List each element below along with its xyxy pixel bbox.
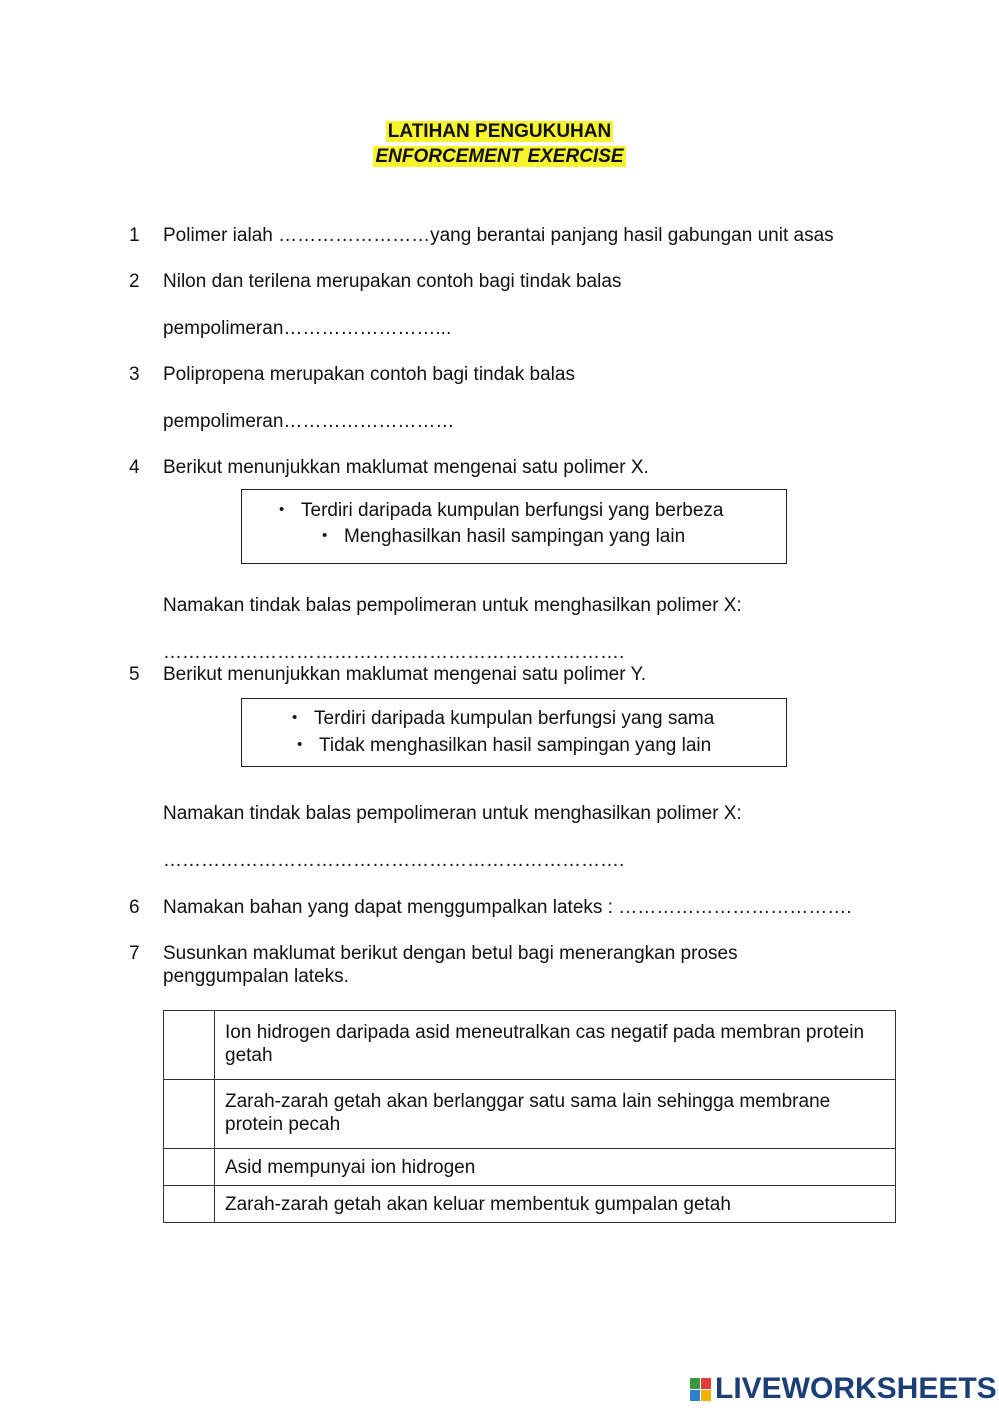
page-title: LATIHAN PENGUKUHAN <box>387 121 612 142</box>
question-2-text: Nilon dan terilena merupakan contoh bagi tindak balas <box>163 271 622 292</box>
question-4-answer-blank[interactable]: ………………………………………………………………. <box>163 642 625 663</box>
question-3-text: Polipropena merupakan contoh bagi tindak balas <box>163 364 575 385</box>
page-subtitle: ENFORCEMENT EXERCISE <box>375 146 624 167</box>
sequence-table <box>163 1010 896 1223</box>
table-row <box>164 1011 896 1080</box>
question-1-text: Polimer ialah ……………………yang berantai panjang hasil gabungan unit asas <box>163 225 834 246</box>
liveworksheets-logo <box>690 1372 997 1406</box>
order-input-cell[interactable] <box>164 1080 215 1149</box>
question-5-prompt: Namakan tindak balas pempolimeran untuk menghasilkan polimer X: <box>163 803 742 824</box>
question-6-number: 6 <box>129 897 140 918</box>
question-3-number: 3 <box>129 364 140 385</box>
table-row <box>164 1186 896 1223</box>
polymer-y-bullet-1: • Terdiri daripada kumpulan berfungsi yang sama <box>292 708 714 730</box>
question-7-number: 7 <box>129 943 140 964</box>
step-text: Asid mempunyai ion hidrogen <box>215 1149 896 1186</box>
polymer-x-bullet-1: • Terdiri daripada kumpulan berfungsi yang berbeza <box>279 500 723 522</box>
question-5-text: Berikut menunjukkan maklumat mengenai satu polimer Y. <box>163 664 646 685</box>
order-input-cell[interactable] <box>164 1186 215 1223</box>
polymer-y-info-box <box>241 698 787 767</box>
question-1-number: 1 <box>129 225 140 246</box>
step-text: Ion hidrogen daripada asid meneutralkan cas negatif pada membran protein getah <box>215 1011 896 1080</box>
question-7-text-line2: penggumpalan lateks. <box>163 966 349 987</box>
order-input-cell[interactable] <box>164 1149 215 1186</box>
question-4-text: Berikut menunjukkan maklumat mengenai satu polimer X. <box>163 457 649 478</box>
question-7-text: Susunkan maklumat berikut dengan betul bagi menerangkan proses <box>163 943 738 964</box>
polymer-y-bullet-2: • Tidak menghasilkan hasil sampingan yang lain <box>297 735 711 757</box>
question-5-number: 5 <box>129 664 140 685</box>
brand-name: LIVEWORKSHEETS <box>715 1372 997 1405</box>
question-2-number: 2 <box>129 271 140 292</box>
polymer-x-bullet-2: • Menghasilkan hasil sampingan yang lain <box>322 526 685 548</box>
question-4-prompt: Namakan tindak balas pempolimeran untuk menghasilkan polimer X: <box>163 595 742 616</box>
question-6-text: Namakan bahan yang dapat menggumpalkan lateks : ………………………………. <box>163 897 852 918</box>
polymer-x-info-box <box>241 489 787 564</box>
table-row <box>164 1080 896 1149</box>
step-text: Zarah-zarah getah akan berlanggar satu sama lain sehingga membrane protein pecah <box>215 1080 896 1149</box>
question-4-number: 4 <box>129 457 140 478</box>
question-2-blank[interactable]: pempolimeran……………………... <box>163 318 452 339</box>
order-input-cell[interactable] <box>164 1011 215 1080</box>
step-text: Zarah-zarah getah akan keluar membentuk gumpalan getah <box>215 1186 896 1223</box>
table-row <box>164 1149 896 1186</box>
question-5-answer-blank[interactable]: ………………………………………………………………. <box>163 850 625 871</box>
liveworksheets-mark-icon <box>690 1378 711 1401</box>
question-3-blank[interactable]: pempolimeran……………………… <box>163 411 455 432</box>
